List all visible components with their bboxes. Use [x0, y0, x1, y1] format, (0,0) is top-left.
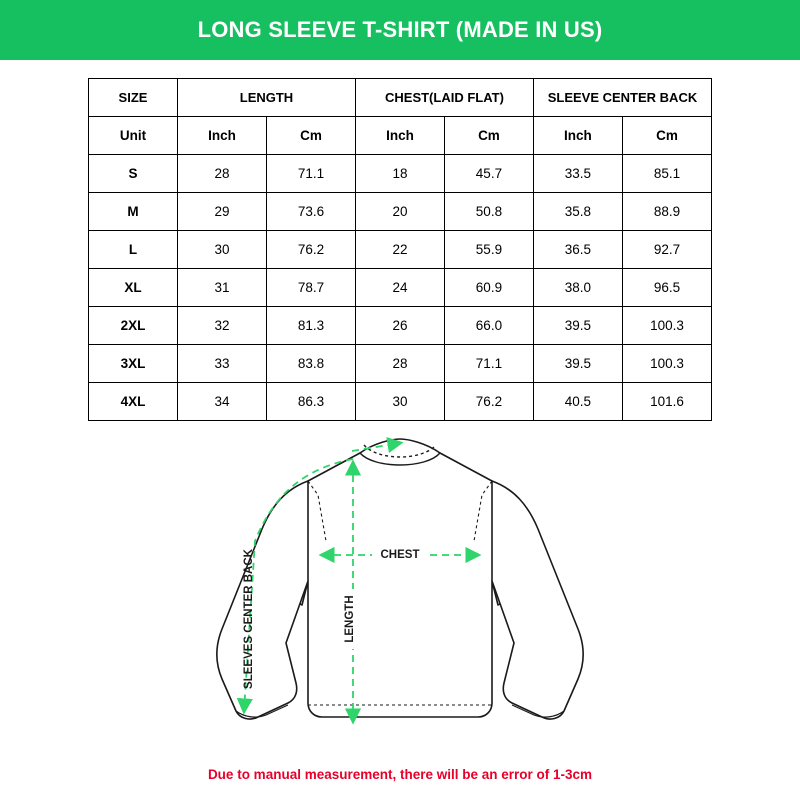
cell-chest-cm: 50.8: [444, 193, 533, 231]
cell-size: M: [89, 193, 178, 231]
cell-sleeve-inch: 39.5: [533, 307, 622, 345]
shirt-right-sleeve: [492, 481, 583, 719]
cell-chest-inch: 18: [355, 155, 444, 193]
header-size: SIZE: [89, 79, 178, 117]
cell-size: 2XL: [89, 307, 178, 345]
unit-sleeve-cm: Cm: [622, 117, 711, 155]
cell-length-inch: 31: [177, 269, 266, 307]
table-row: [89, 345, 712, 383]
cell-sleeve-cm: 100.3: [622, 345, 711, 383]
header-banner: [0, 0, 800, 60]
cell-chest-cm: 60.9: [444, 269, 533, 307]
table-row: [89, 193, 712, 231]
cell-length-inch: 33: [177, 345, 266, 383]
cell-sleeve-inch: 39.5: [533, 345, 622, 383]
unit-chest-inch: Inch: [355, 117, 444, 155]
size-table-container: [0, 60, 800, 421]
unit-length-cm: Cm: [266, 117, 355, 155]
cell-sleeve-inch: 38.0: [533, 269, 622, 307]
cell-length-cm: 78.7: [266, 269, 355, 307]
table-row: [89, 307, 712, 345]
table-row: [89, 155, 712, 193]
cell-sleeve-inch: 33.5: [533, 155, 622, 193]
cell-length-cm: 83.8: [266, 345, 355, 383]
page-title: LONG SLEEVE T-SHIRT (MADE IN US): [197, 17, 603, 42]
cell-length-cm: 76.2: [266, 231, 355, 269]
cell-size: S: [89, 155, 178, 193]
unit-length-inch: Inch: [177, 117, 266, 155]
cell-sleeve-cm: 92.7: [622, 231, 711, 269]
cell-chest-inch: 24: [355, 269, 444, 307]
sleeve-label: SLEEVES CENTER BACK: [243, 549, 255, 689]
cell-chest-cm: 76.2: [444, 383, 533, 421]
cell-chest-inch: 22: [355, 231, 444, 269]
shirt-left-sleeve: [217, 481, 308, 719]
cell-sleeve-cm: 85.1: [622, 155, 711, 193]
cell-chest-inch: 30: [355, 383, 444, 421]
cell-size: XL: [89, 269, 178, 307]
measurement-note: Due to manual measurement, there will be an error of 1-3cm: [207, 767, 593, 782]
cell-sleeve-inch: 40.5: [533, 383, 622, 421]
cell-chest-cm: 66.0: [444, 307, 533, 345]
table-unit-header-row: [89, 117, 712, 155]
table-row: [89, 231, 712, 269]
table-row: [89, 383, 712, 421]
cell-length-cm: 71.1: [266, 155, 355, 193]
size-table: [88, 78, 712, 421]
cell-chest-inch: 28: [355, 345, 444, 383]
header-sleeve: SLEEVE CENTER BACK: [533, 79, 711, 117]
unit-chest-cm: Cm: [444, 117, 533, 155]
cell-chest-cm: 71.1: [444, 345, 533, 383]
cell-length-inch: 32: [177, 307, 266, 345]
cell-size: L: [89, 231, 178, 269]
header-chest: CHEST(LAID FLAT): [355, 79, 533, 117]
cell-chest-inch: 26: [355, 307, 444, 345]
cell-size: 4XL: [89, 383, 178, 421]
cell-length-cm: 81.3: [266, 307, 355, 345]
cell-chest-cm: 55.9: [444, 231, 533, 269]
cell-length-inch: 28: [177, 155, 266, 193]
header-length: LENGTH: [177, 79, 355, 117]
cell-chest-cm: 45.7: [444, 155, 533, 193]
cell-chest-inch: 20: [355, 193, 444, 231]
chest-label: CHEST: [380, 549, 420, 561]
unit-sleeve-inch: Inch: [533, 117, 622, 155]
cell-length-inch: 30: [177, 231, 266, 269]
table-row: [89, 269, 712, 307]
cell-sleeve-inch: 35.8: [533, 193, 622, 231]
cell-sleeve-cm: 96.5: [622, 269, 711, 307]
garment-diagram-svg: [0, 421, 800, 791]
header-unit: Unit: [89, 117, 178, 155]
cell-length-cm: 73.6: [266, 193, 355, 231]
cell-sleeve-cm: 101.6: [622, 383, 711, 421]
table-group-header-row: [89, 79, 712, 117]
cell-sleeve-inch: 36.5: [533, 231, 622, 269]
cell-size: 3XL: [89, 345, 178, 383]
cell-length-cm: 86.3: [266, 383, 355, 421]
cell-length-inch: 29: [177, 193, 266, 231]
cell-sleeve-cm: 100.3: [622, 307, 711, 345]
cell-length-inch: 34: [177, 383, 266, 421]
shirt-outline: [279, 439, 522, 717]
cell-sleeve-cm: 88.9: [622, 193, 711, 231]
garment-diagram: [0, 421, 800, 800]
length-label: LENGTH: [344, 595, 356, 643]
